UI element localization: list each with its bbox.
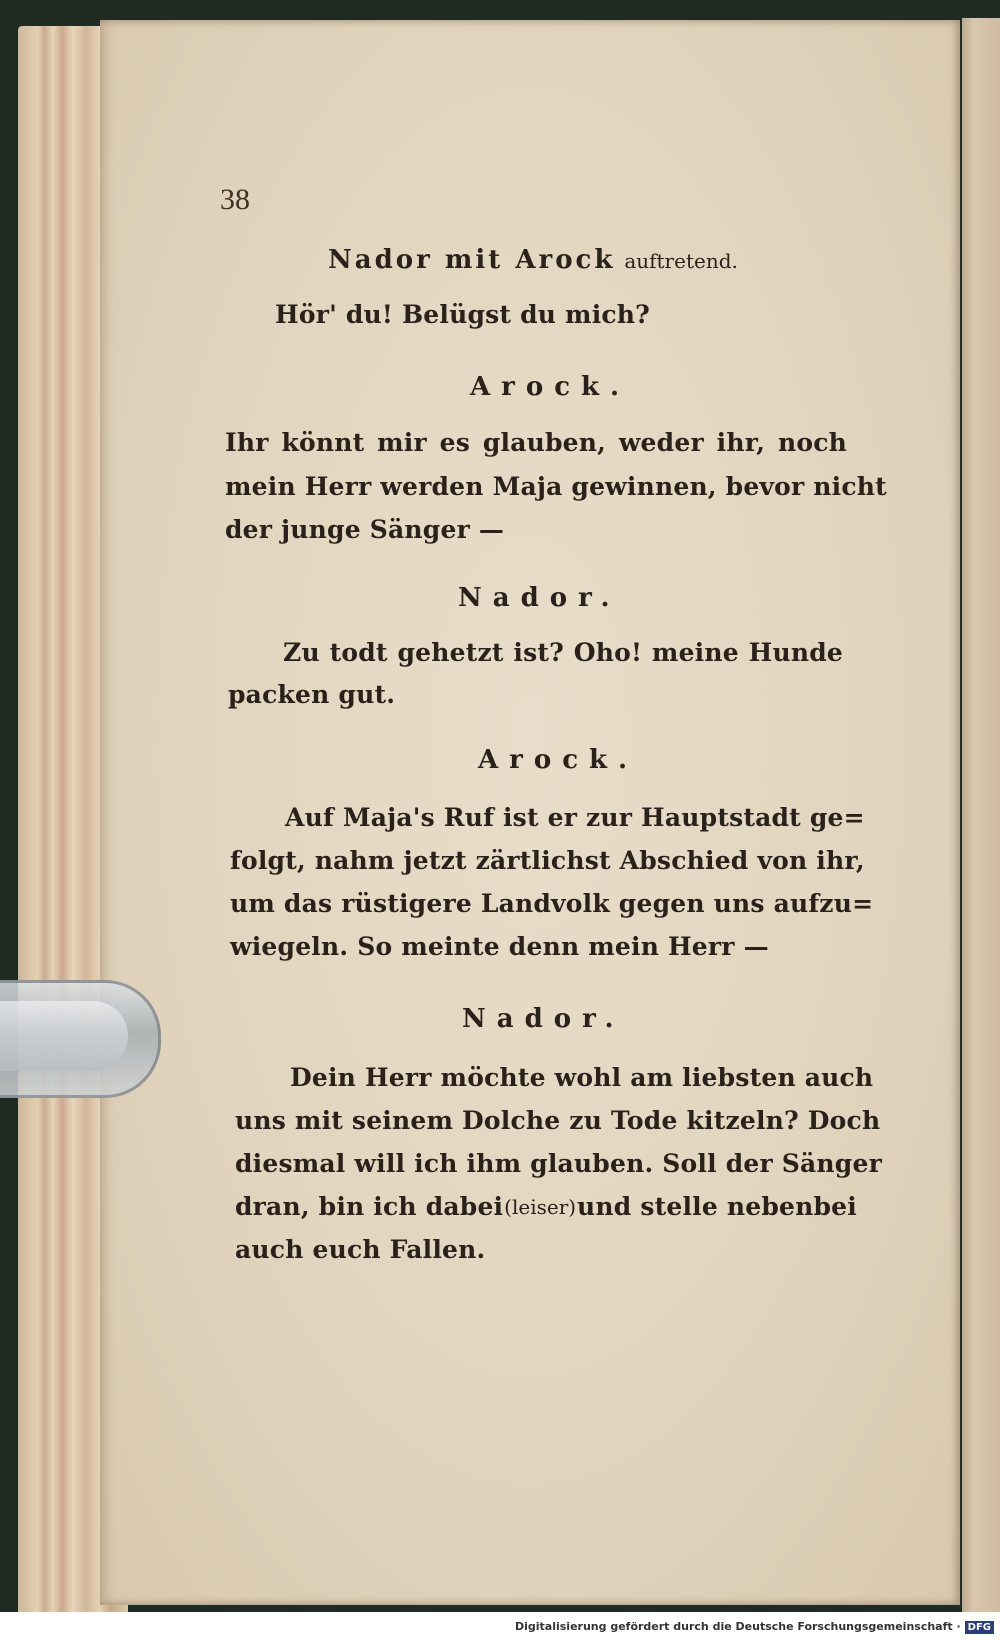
speaker-name: Arock. — [470, 372, 631, 402]
dialogue-line: wiegeln. So meinte denn mein Herr — — [230, 932, 769, 961]
speaker-name: Arock. — [478, 745, 639, 775]
page-clip-highlight — [0, 1001, 128, 1071]
page-number: 38 — [220, 183, 250, 216]
dialogue-line: diesmal will ich ihm glauben. Soll der Sänger — [235, 1149, 882, 1178]
credit-text: Digitalisierung gefördert durch die Deutsche Forschungsgemeinschaft · — [514, 1620, 961, 1633]
dialogue-line: Zu todt gehetzt ist? Oho! meine Hunde — [283, 638, 843, 667]
dialogue-line: uns mit seinem Dolche zu Tode kitzeln? Doch — [235, 1106, 881, 1135]
dialogue-line: mein Herr werden Maja gewinnen, bevor nicht — [225, 472, 887, 501]
dialogue-line: der junge Sänger — — [225, 515, 505, 544]
heading-speakers: Nador mit Arock — [328, 245, 616, 275]
dialogue-line: Ihr könnt mir es glauben, weder ihr, noch — [225, 428, 847, 457]
scene-heading — [328, 245, 738, 275]
stage-direction: auftretend. — [624, 249, 738, 273]
dialogue-line: Dein Herr möchte wohl am liebsten auch — [290, 1063, 874, 1092]
dialogue-line: folgt, nahm jetzt zärtlichst Abschied von ihr, — [230, 846, 865, 875]
speaker-name: Nador. — [458, 583, 621, 613]
facing-page-edge — [962, 18, 1000, 1618]
dialogue-line: Hör' du! Belügst du mich? — [275, 300, 651, 329]
line-segment: und stelle nebenbei — [576, 1192, 857, 1221]
page-clip — [0, 980, 161, 1098]
dialogue-line: auch euch Fallen. — [235, 1235, 486, 1264]
dialogue-line: Auf Maja's Ruf ist er zur Hauptstadt ge= — [285, 803, 865, 832]
stage-direction: (leiser) — [504, 1194, 577, 1219]
line-segment: dran, bin ich dabei — [235, 1192, 504, 1221]
dfg-logo: DFG — [965, 1621, 994, 1634]
speaker-name: Nador. — [462, 1004, 625, 1034]
dialogue-line: packen gut. — [228, 680, 396, 709]
dialogue-line — [235, 1192, 857, 1221]
dialogue-line: um das rüstigere Landvolk gegen uns aufzu= — [230, 889, 874, 918]
digitization-credit — [515, 1620, 994, 1634]
